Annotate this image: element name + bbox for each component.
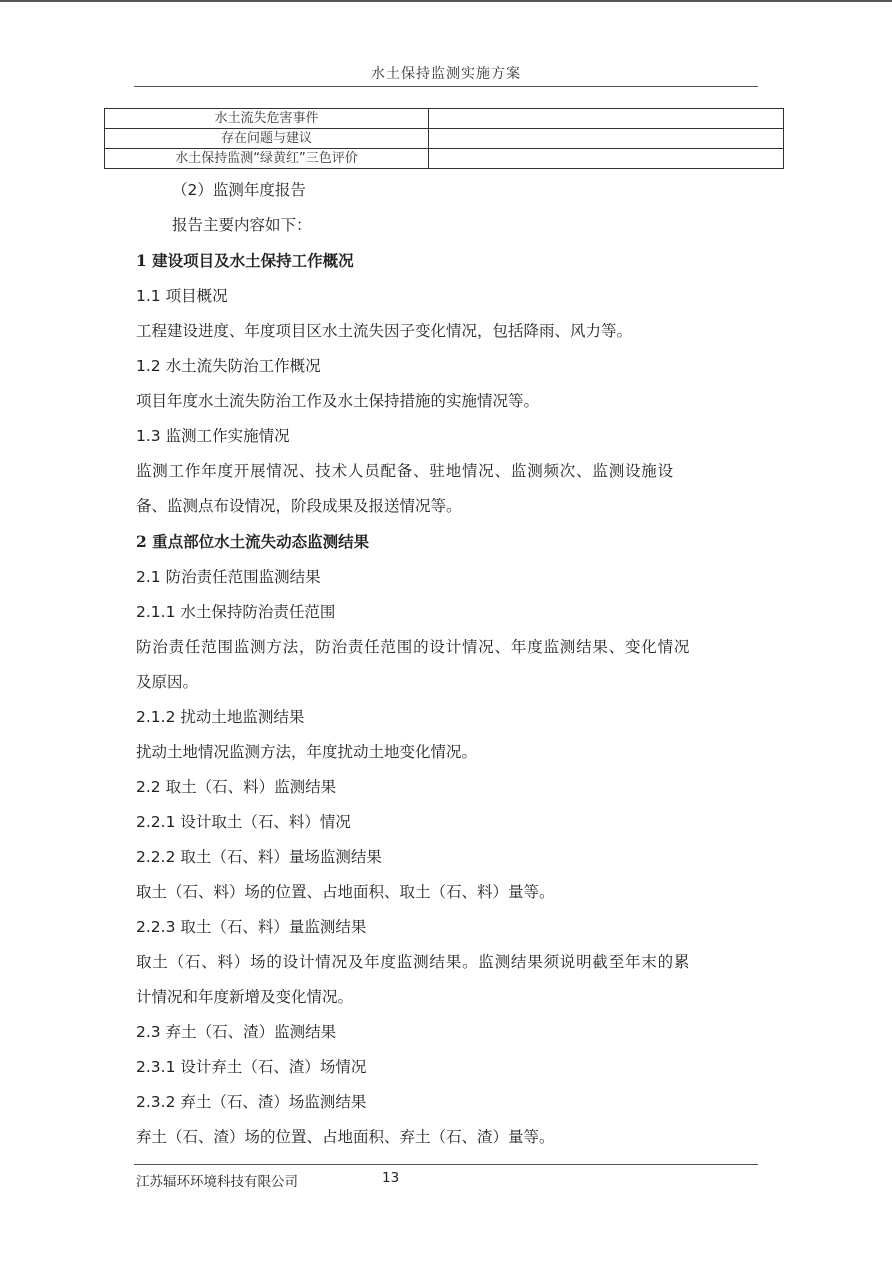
table-row (105, 109, 784, 129)
subsection-heading: 1.2 水土流失防治工作概况 (136, 357, 321, 375)
body-text: 及原因。 (136, 673, 199, 691)
page-header-title: 水土保持监测实施方案 (371, 66, 521, 82)
subsection-heading: 1.1 项目概况 (136, 287, 228, 305)
footer-rule (134, 1164, 758, 1165)
header-rule (134, 86, 758, 87)
body-text: 监测工作年度开展情况、技术人员配备、驻地情况、监测频次、监测设施设 (136, 462, 674, 480)
summary-table (104, 108, 784, 169)
body-text: 弃土（石、渣）场的位置、占地面积、弃土（石、渣）量等。 (136, 1128, 555, 1146)
subsection-heading: 2.2.2 取土（石、料）量场监测结果 (136, 848, 382, 866)
section-heading: 2 重点部位水土流失动态监测结果 (136, 532, 370, 551)
table-cell-label: 水土流失危害事件 (105, 109, 429, 129)
table-row (105, 149, 784, 169)
body-text: 取土（石、料）场的位置、占地面积、取土（石、料）量等。 (136, 883, 555, 901)
footer-company: 江苏辐环环境科技有限公司 (136, 1174, 298, 1190)
body-text: 备、监测点布设情况，阶段成果及报送情况等。 (136, 497, 462, 515)
body-text: 工程建设进度、年度项目区水土流失因子变化情况，包括降雨、风力等。 (136, 322, 633, 340)
body-text: 取土（石、料）场的设计情况及年度监测结果。监测结果须说明截至年末的累 (136, 953, 691, 971)
subsection-heading: 2.3.2 弃土（石、渣）场监测结果 (136, 1093, 367, 1111)
table-row (105, 129, 784, 149)
table-cell-label: 存在问题与建议 (105, 129, 429, 149)
subsection-heading: 2.2.1 设计取土（石、料）情况 (136, 813, 351, 831)
body-text: 扰动土地情况监测方法，年度扰动土地变化情况。 (136, 743, 478, 761)
subsection-heading: 2.1 防治责任范围监测结果 (136, 568, 321, 586)
subsection-heading: 1.3 监测工作实施情况 (136, 427, 290, 445)
body-text: 计情况和年度新增及变化情况。 (136, 988, 354, 1006)
body-text: 项目年度水土流失防治工作及水土保持措施的实施情况等。 (136, 392, 540, 410)
subsection-heading: 2.2 取土（石、料）监测结果 (136, 778, 337, 796)
table-cell-value (429, 149, 784, 169)
table-cell-value (429, 109, 784, 129)
table-cell-label: 水土保持监测“绿黄红”三色评价 (105, 149, 429, 169)
subsection-heading: 2.2.3 取土（石、料）量监测结果 (136, 918, 367, 936)
subsection-heading: （2）监测年度报告 (172, 181, 306, 199)
subsection-heading: 2.1.2 扰动土地监测结果 (136, 708, 305, 726)
intro-text: 报告主要内容如下： (172, 216, 312, 234)
subsection-heading: 2.3 弃土（石、渣）监测结果 (136, 1023, 337, 1041)
page-number: 13 (382, 1170, 400, 1186)
section-heading: 1 建设项目及水土保持工作概况 (136, 251, 354, 270)
subsection-heading: 2.1.1 水土保持防治责任范围 (136, 603, 336, 621)
subsection-heading: 2.3.1 设计弃土（石、渣）场情况 (136, 1058, 367, 1076)
table-cell-value (429, 129, 784, 149)
top-border (0, 0, 892, 2)
body-text: 防治责任范围监测方法，防治责任范围的设计情况、年度监测结果、变化情况 (136, 638, 691, 656)
